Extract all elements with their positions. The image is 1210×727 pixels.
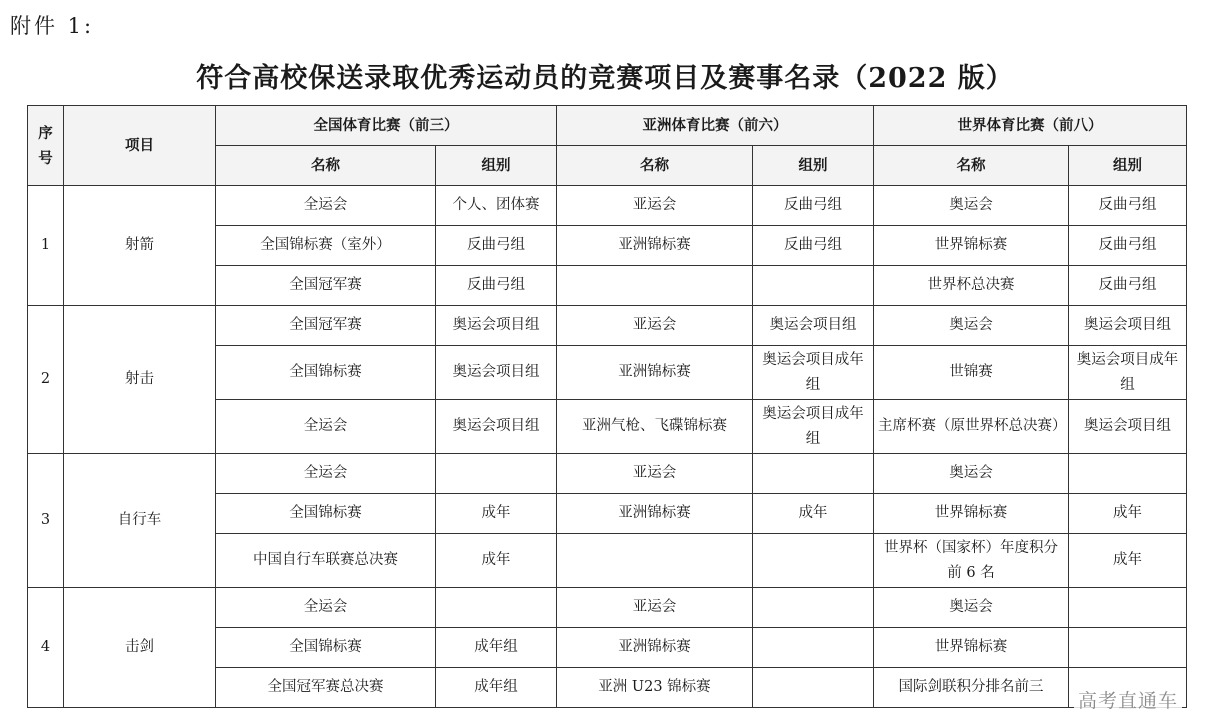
asian-name-cell: 亚洲锦标赛 — [557, 494, 753, 534]
header-national: 全国体育比赛（前三） — [216, 106, 557, 146]
national-group-cell — [436, 454, 557, 494]
document-title: 符合高校保送录取优秀运动员的竞赛项目及赛事名录（2022 版） — [196, 63, 1014, 94]
asian-group-cell: 奥运会项目成年组 — [753, 346, 874, 400]
national-name-cell: 全运会 — [216, 588, 436, 628]
asian-group-cell: 奥运会项目成年组 — [753, 400, 874, 454]
asian-name-cell: 亚洲锦标赛 — [557, 628, 753, 668]
world-name-cell: 世界锦标赛 — [874, 494, 1069, 534]
asian-group-cell: 反曲弓组 — [753, 226, 874, 266]
world-group-cell — [1069, 454, 1187, 494]
national-name-cell: 全国锦标赛 — [216, 628, 436, 668]
national-group-cell: 奥运会项目组 — [436, 346, 557, 400]
watermark-label: 高考直通车 — [1074, 686, 1182, 713]
national-group-cell: 反曲弓组 — [436, 226, 557, 266]
national-name-cell: 全国锦标赛（室外） — [216, 226, 436, 266]
world-name-cell: 奥运会 — [874, 186, 1069, 226]
asian-group-cell: 奥运会项目组 — [753, 306, 874, 346]
world-group-cell: 反曲弓组 — [1069, 186, 1187, 226]
world-group-cell: 成年 — [1069, 534, 1187, 588]
asian-group-cell — [753, 628, 874, 668]
asian-name-cell: 亚运会 — [557, 588, 753, 628]
asian-name-cell: 亚洲锦标赛 — [557, 346, 753, 400]
header-world: 世界体育比赛（前八） — [874, 106, 1187, 146]
table-row — [28, 186, 1187, 226]
national-group-cell: 成年 — [436, 534, 557, 588]
national-name-cell: 全国锦标赛 — [216, 346, 436, 400]
world-group-cell: 奥运会项目组 — [1069, 400, 1187, 454]
asian-group-cell — [753, 668, 874, 708]
national-group-cell — [436, 588, 557, 628]
world-group-cell: 奥运会项目组 — [1069, 306, 1187, 346]
seq-cell: 4 — [28, 588, 64, 708]
world-name-cell: 奥运会 — [874, 306, 1069, 346]
asian-group-cell — [753, 588, 874, 628]
world-name-cell: 主席杯赛（原世界杯总决赛） — [874, 400, 1069, 454]
asian-group-cell: 反曲弓组 — [753, 186, 874, 226]
header-asian: 亚洲体育比赛（前六） — [557, 106, 874, 146]
national-group-cell: 奥运会项目组 — [436, 306, 557, 346]
asian-name-cell: 亚洲 U23 锦标赛 — [557, 668, 753, 708]
national-group-cell: 成年组 — [436, 628, 557, 668]
national-group-cell: 个人、团体赛 — [436, 186, 557, 226]
world-name-cell: 国际剑联积分排名前三 — [874, 668, 1069, 708]
asian-name-cell: 亚运会 — [557, 186, 753, 226]
world-group-cell: 反曲弓组 — [1069, 226, 1187, 266]
world-name-cell: 奥运会 — [874, 454, 1069, 494]
table-row — [28, 306, 1187, 346]
world-name-cell: 世界杯总决赛 — [874, 266, 1069, 306]
national-group-cell: 反曲弓组 — [436, 266, 557, 306]
header-national-group: 组别 — [436, 146, 557, 186]
national-name-cell: 全运会 — [216, 454, 436, 494]
project-cell: 射箭 — [64, 186, 216, 306]
world-name-cell: 世界锦标赛 — [874, 226, 1069, 266]
header-asian-group: 组别 — [753, 146, 874, 186]
project-cell: 击剑 — [64, 588, 216, 708]
project-cell: 自行车 — [64, 454, 216, 588]
world-group-cell — [1069, 588, 1187, 628]
table-row — [28, 588, 1187, 628]
national-name-cell: 全国冠军赛总决赛 — [216, 668, 436, 708]
national-group-cell: 成年 — [436, 494, 557, 534]
asian-group-cell — [753, 266, 874, 306]
national-name-cell: 全国冠军赛 — [216, 266, 436, 306]
national-name-cell: 全国冠军赛 — [216, 306, 436, 346]
competition-table — [27, 105, 1187, 708]
header-national-name: 名称 — [216, 146, 436, 186]
asian-name-cell — [557, 534, 753, 588]
header-world-name: 名称 — [874, 146, 1069, 186]
project-cell: 射击 — [64, 306, 216, 454]
world-group-cell: 反曲弓组 — [1069, 266, 1187, 306]
seq-cell: 1 — [28, 186, 64, 306]
asian-name-cell: 亚运会 — [557, 454, 753, 494]
header-project: 项目 — [64, 106, 216, 186]
world-group-cell — [1069, 628, 1187, 668]
national-name-cell: 全国锦标赛 — [216, 494, 436, 534]
world-name-cell: 世锦赛 — [874, 346, 1069, 400]
asian-name-cell: 亚运会 — [557, 306, 753, 346]
national-group-cell: 成年组 — [436, 668, 557, 708]
seq-cell: 3 — [28, 454, 64, 588]
asian-name-cell — [557, 266, 753, 306]
national-name-cell: 全运会 — [216, 186, 436, 226]
seq-cell: 2 — [28, 306, 64, 454]
world-name-cell: 世界杯（国家杯）年度积分前 6 名 — [874, 534, 1069, 588]
header-seq: 序号 — [28, 106, 64, 186]
world-name-cell: 奥运会 — [874, 588, 1069, 628]
table-row — [28, 454, 1187, 494]
asian-group-cell — [753, 534, 874, 588]
national-group-cell: 奥运会项目组 — [436, 400, 557, 454]
world-name-cell: 世界锦标赛 — [874, 628, 1069, 668]
asian-group-cell — [753, 454, 874, 494]
asian-name-cell: 亚洲气枪、飞碟锦标赛 — [557, 400, 753, 454]
national-name-cell: 全运会 — [216, 400, 436, 454]
world-group-cell: 成年 — [1069, 494, 1187, 534]
world-group-cell: 奥运会项目成年组 — [1069, 346, 1187, 400]
header-world-group: 组别 — [1069, 146, 1187, 186]
asian-group-cell: 成年 — [753, 494, 874, 534]
national-name-cell: 中国自行车联赛总决赛 — [216, 534, 436, 588]
asian-name-cell: 亚洲锦标赛 — [557, 226, 753, 266]
header-asian-name: 名称 — [557, 146, 753, 186]
annex-label: 附件 1: — [10, 14, 95, 38]
